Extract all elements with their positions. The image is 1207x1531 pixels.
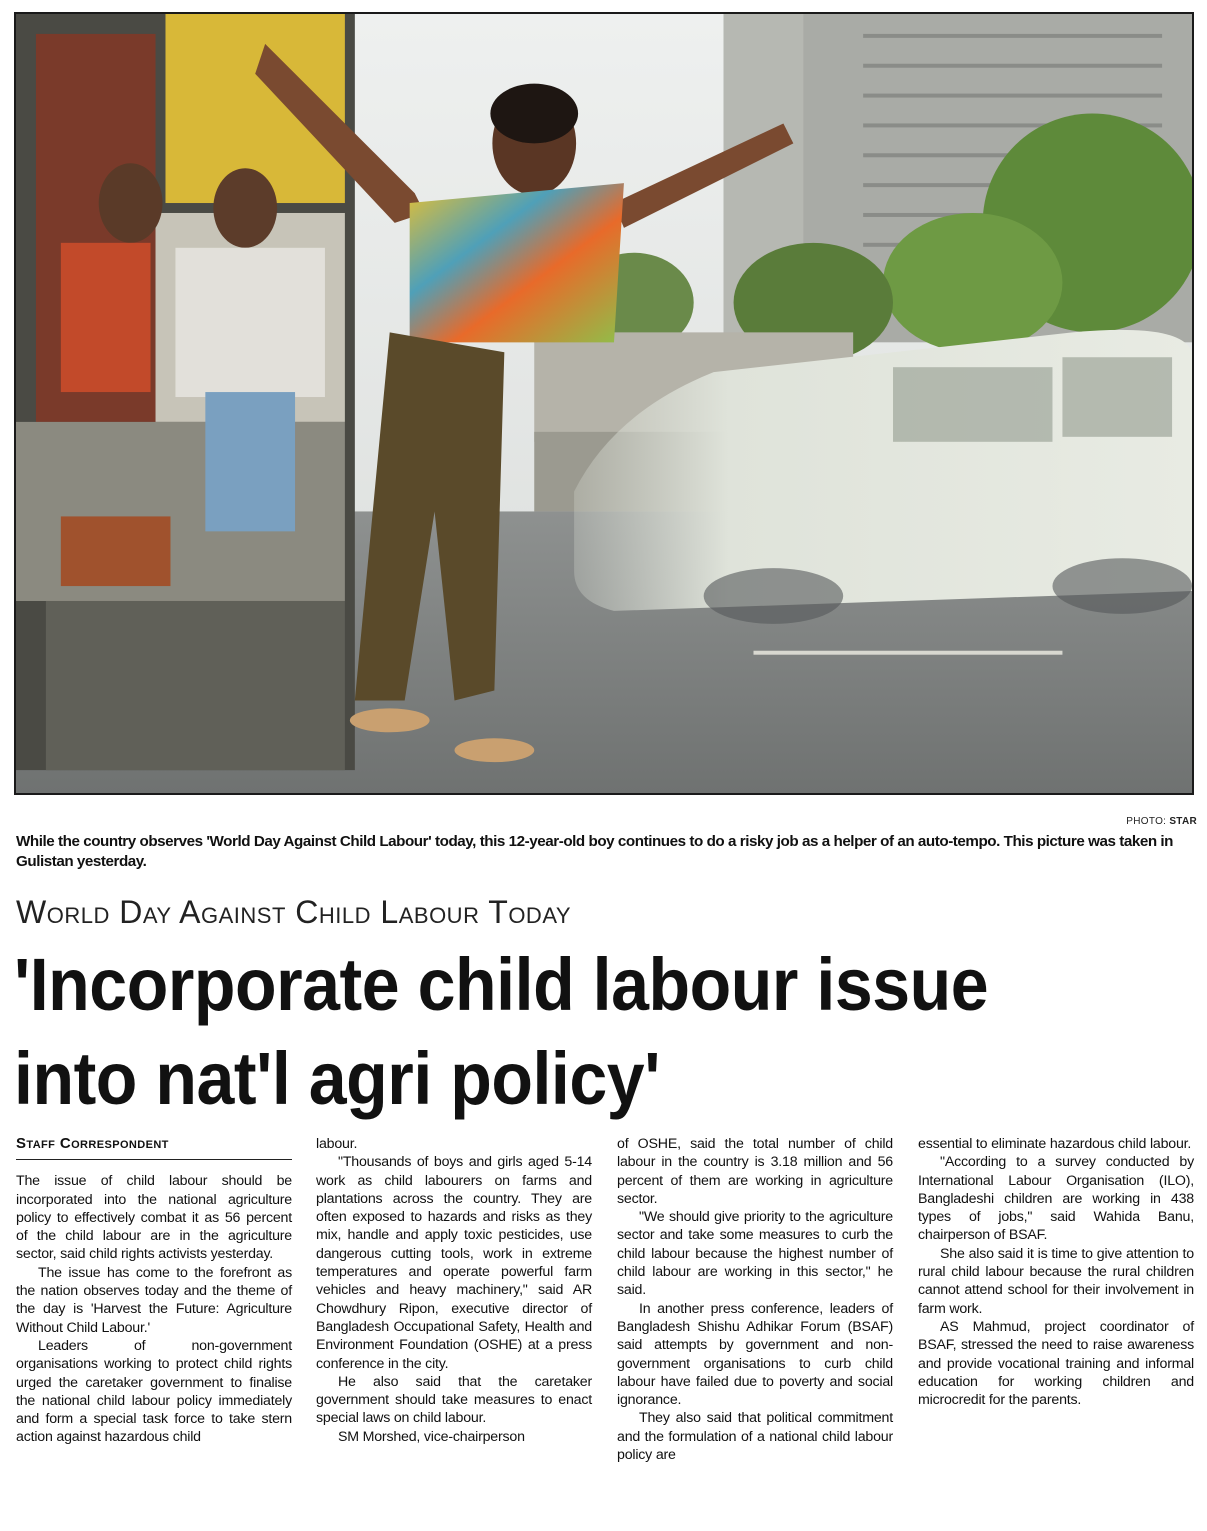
article-column-2	[316, 1135, 592, 1446]
photo-credit-source: STAR	[1169, 816, 1197, 827]
article-paragraph: labour.	[316, 1136, 358, 1152]
byline: Staff Correspondent	[16, 1135, 292, 1160]
article-column-1	[16, 1135, 292, 1447]
photo-credit	[1126, 816, 1197, 827]
headline: 'Incorporate child labour issue into nat'l agri policy'	[14, 943, 989, 1120]
article-paragraph: AS Mahmud, project coordinator of BSAF, stressed the need to raise awareness and provide vocational training and informal education for working children and microcredit for the parents.	[918, 1318, 1194, 1409]
article-paragraph: SM Morshed, vice-chairperson	[338, 1428, 525, 1445]
news-photo	[14, 12, 1194, 795]
photo-caption: While the country observes 'World Day Against Child Labour' today, this 12-year-old boy continues to do a risky job as a helper of an auto-tempo. This picture was taken in Gulistan yesterday.	[16, 833, 1174, 870]
article-paragraph: "Thousands of boys and girls aged 5-14 work as child labourers on farms and plantations across the country. They are often exposed to hazards and risks as they mix, handle and apply toxic pesticides, use dangerous cutting tools, work in extreme temperatures and operate powerful farm vehicles and heavy machinery," said AR Chowdhury Ripon, executive director of Bangladesh Occupational Safety, Health and Environment Foundation (OSHE) at a press conference in the city.	[316, 1154, 592, 1372]
article-paragraph: of OSHE, said the total number of child labour in the country is 3.18 million and 56 percent of them are working in agriculture sector.	[617, 1136, 893, 1207]
article-paragraph: "According to a survey conducted by International Labour Organisation (ILO), Bangladeshi children are working in 438 types of jobs," said Wahida Banu, chairperson of BSAF.	[918, 1154, 1194, 1244]
article-paragraph: essential to eliminate hazardous child labour.	[918, 1136, 1192, 1152]
photo-credit-prefix: PHOTO:	[1126, 816, 1170, 827]
article-column-3	[617, 1135, 893, 1464]
article-paragraph: "We should give priority to the agriculture sector and take some measures to curb the child labour because the highest number of child labour are working in this sector," he said.	[617, 1209, 893, 1299]
article-paragraph: They also said that political commitment and the formulation of a national child labour policy are	[617, 1410, 893, 1464]
article-paragraph: The issue of child labour should be incorporated into the national agriculture policy to effectively combat it as 56 percent of the child labour are in the agriculture sector, said child rights activists yesterday.	[16, 1173, 292, 1263]
article-paragraph: She also said it is time to give attention to rural child labour because the rural children cannot attend school for their involvement in farm work.	[918, 1245, 1194, 1317]
article-paragraph: The issue has come to the forefront as the nation observes today and the theme of the day is 'Harvest the Future: Agriculture Without Child Labour.'	[16, 1264, 292, 1336]
article-body	[16, 1135, 1196, 1525]
headline-kicker: World Day Against Child Labour Today	[16, 894, 572, 930]
street-scene-illustration	[16, 14, 1192, 793]
article-paragraph: He also said that the caretaker government should take measures to enact special laws on child labour.	[316, 1373, 592, 1427]
article-paragraph: In another press conference, leaders of Bangladesh Shishu Adhikar Forum (BSAF) said attempts by government and non-government organisations to curb child labour have failed due to poverty and social ignorance.	[617, 1300, 893, 1409]
article-column-4	[918, 1135, 1194, 1409]
article-paragraph: Leaders of non-government organisations working to protect child rights urged the caretaker government to finalise the national child labour policy immediately and form a special task force to take stern action against hazardous child	[16, 1337, 292, 1446]
